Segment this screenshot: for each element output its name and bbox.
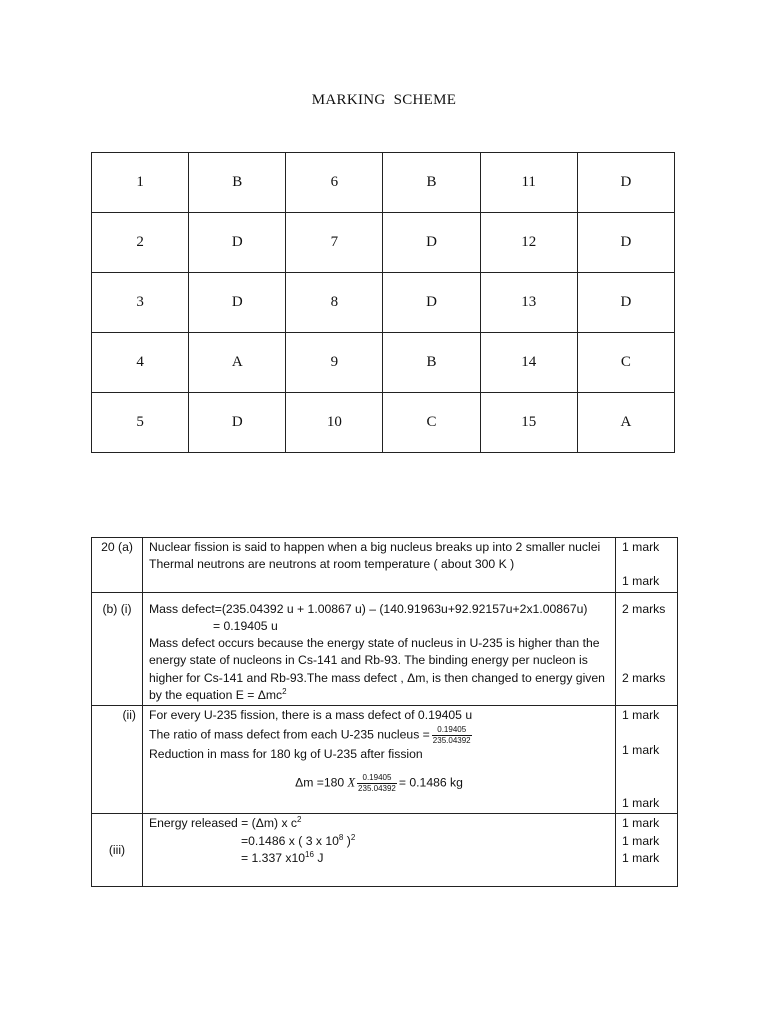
answer-line: Nuclear fission is said to happen when a big nucleus breaks up into 2 smaller nuclei xyxy=(149,540,601,554)
answer-letter: D xyxy=(189,273,286,333)
question-label: (iii) xyxy=(92,814,143,887)
question-number: 3 xyxy=(92,273,189,333)
answer-line: Mass defect occurs because the energy state of nucleus in U-235 is higher than the energy state of nucleons in Cs-141 and Rb-93. The binding energy per nucleon is higher for Cs-141 and Rb-93.The mass defect , Δm, is then changed to energy given by the equation E = Δmc$^2$ xyxy=(149,636,605,703)
mark-label: 1 mark xyxy=(622,816,660,831)
answer-row xyxy=(92,153,675,213)
question-label: (ii) xyxy=(92,706,143,814)
answer-letter: D xyxy=(577,213,674,273)
answer-cell xyxy=(143,814,616,887)
mark-label: 1 mark xyxy=(622,540,660,554)
answer-letter: C xyxy=(383,393,480,453)
row-20bii xyxy=(92,706,678,814)
mark-label: 1 mark xyxy=(622,833,660,848)
question-number: 11 xyxy=(480,153,577,213)
question-number: 1 xyxy=(92,153,189,213)
answer-line: Energy released = (Δm) x $c^2$ xyxy=(149,815,302,831)
question-number: 7 xyxy=(286,213,383,273)
question-number: 4 xyxy=(92,333,189,393)
mark-label: 1 mark xyxy=(622,708,660,723)
answer-row xyxy=(92,213,675,273)
answer-letter: D xyxy=(189,393,286,453)
mass-equation: Δm =180 X $\frac{0.19405}{235.04392}$ = 0.1486 kg xyxy=(295,772,463,793)
mark-cell xyxy=(616,814,678,887)
answer-letter: D xyxy=(577,273,674,333)
answer-letter: A xyxy=(577,393,674,453)
question-number: 14 xyxy=(480,333,577,393)
answer-grid xyxy=(91,152,675,453)
mark-label: 1 mark xyxy=(622,574,660,589)
question-number: 5 xyxy=(92,393,189,453)
answer-letter: D xyxy=(383,213,480,273)
question-number: 8 xyxy=(286,273,383,333)
answer-line: The ratio of mass defect from each U-235 nucleus = $\frac{0.19405}{235.04392}$ xyxy=(149,724,471,745)
question-number: 9 xyxy=(286,333,383,393)
answer-row xyxy=(92,333,675,393)
row-20bi xyxy=(92,592,678,706)
page-title: MARKING SCHEME xyxy=(311,92,457,108)
marking-scheme-table xyxy=(91,537,678,887)
answer-cell xyxy=(143,706,616,814)
answer-row xyxy=(92,393,675,453)
row-20biii xyxy=(92,814,678,887)
answer-cell xyxy=(143,538,616,593)
mark-cell xyxy=(616,538,678,593)
answer-cell xyxy=(143,592,616,706)
answer-letter: D xyxy=(577,153,674,213)
row-20a xyxy=(92,538,678,593)
question-number: 15 xyxy=(480,393,577,453)
mark-cell xyxy=(616,592,678,706)
question-number: 10 xyxy=(286,393,383,453)
question-number: 6 xyxy=(286,153,383,213)
answer-letter: B xyxy=(383,333,480,393)
mark-label: 1 mark xyxy=(622,850,660,865)
answer-row xyxy=(92,273,675,333)
answer-letter: B xyxy=(383,153,480,213)
answer-letter: B xyxy=(189,153,286,213)
question-number: 12 xyxy=(480,213,577,273)
mark-label: 1 mark xyxy=(622,742,660,757)
question-number: 13 xyxy=(480,273,577,333)
mark-label: 2 marks xyxy=(622,601,666,616)
question-label: (b) (i) xyxy=(92,592,143,706)
answer-line: = 1.337 $x10^{16}$ J xyxy=(241,849,324,865)
answer-line: For every U-235 fission, there is a mass defect of 0.19405 u xyxy=(149,708,473,723)
mark-cell xyxy=(616,706,678,814)
answer-line: = 0.19405 u xyxy=(213,618,278,633)
answer-letter: D xyxy=(383,273,480,333)
question-label: 20 (a) xyxy=(92,538,143,593)
mark-label: 1 mark xyxy=(622,795,660,810)
answer-letter: A xyxy=(189,333,286,393)
answer-line: Mass defect=(235.04392 u + 1.00867 u) – (140.91963u+92.92157u+2x1.00867u) xyxy=(149,601,588,616)
question-number: 2 xyxy=(92,213,189,273)
answer-letter: C xyxy=(577,333,674,393)
answer-line: =0.1486 x ( 3 x $10^8$ )$^2$ xyxy=(241,832,356,848)
answer-line: Reduction in mass for 180 kg of U-235 after fission xyxy=(149,746,423,761)
mark-label: 2 marks xyxy=(622,670,666,685)
ratio-fraction: $\frac{0.19405}{235.04392}$ xyxy=(432,724,471,745)
answer-line: Thermal neutrons are neutrons at room temperature ( about 300 K ) xyxy=(149,557,515,572)
answer-letter: D xyxy=(189,213,286,273)
